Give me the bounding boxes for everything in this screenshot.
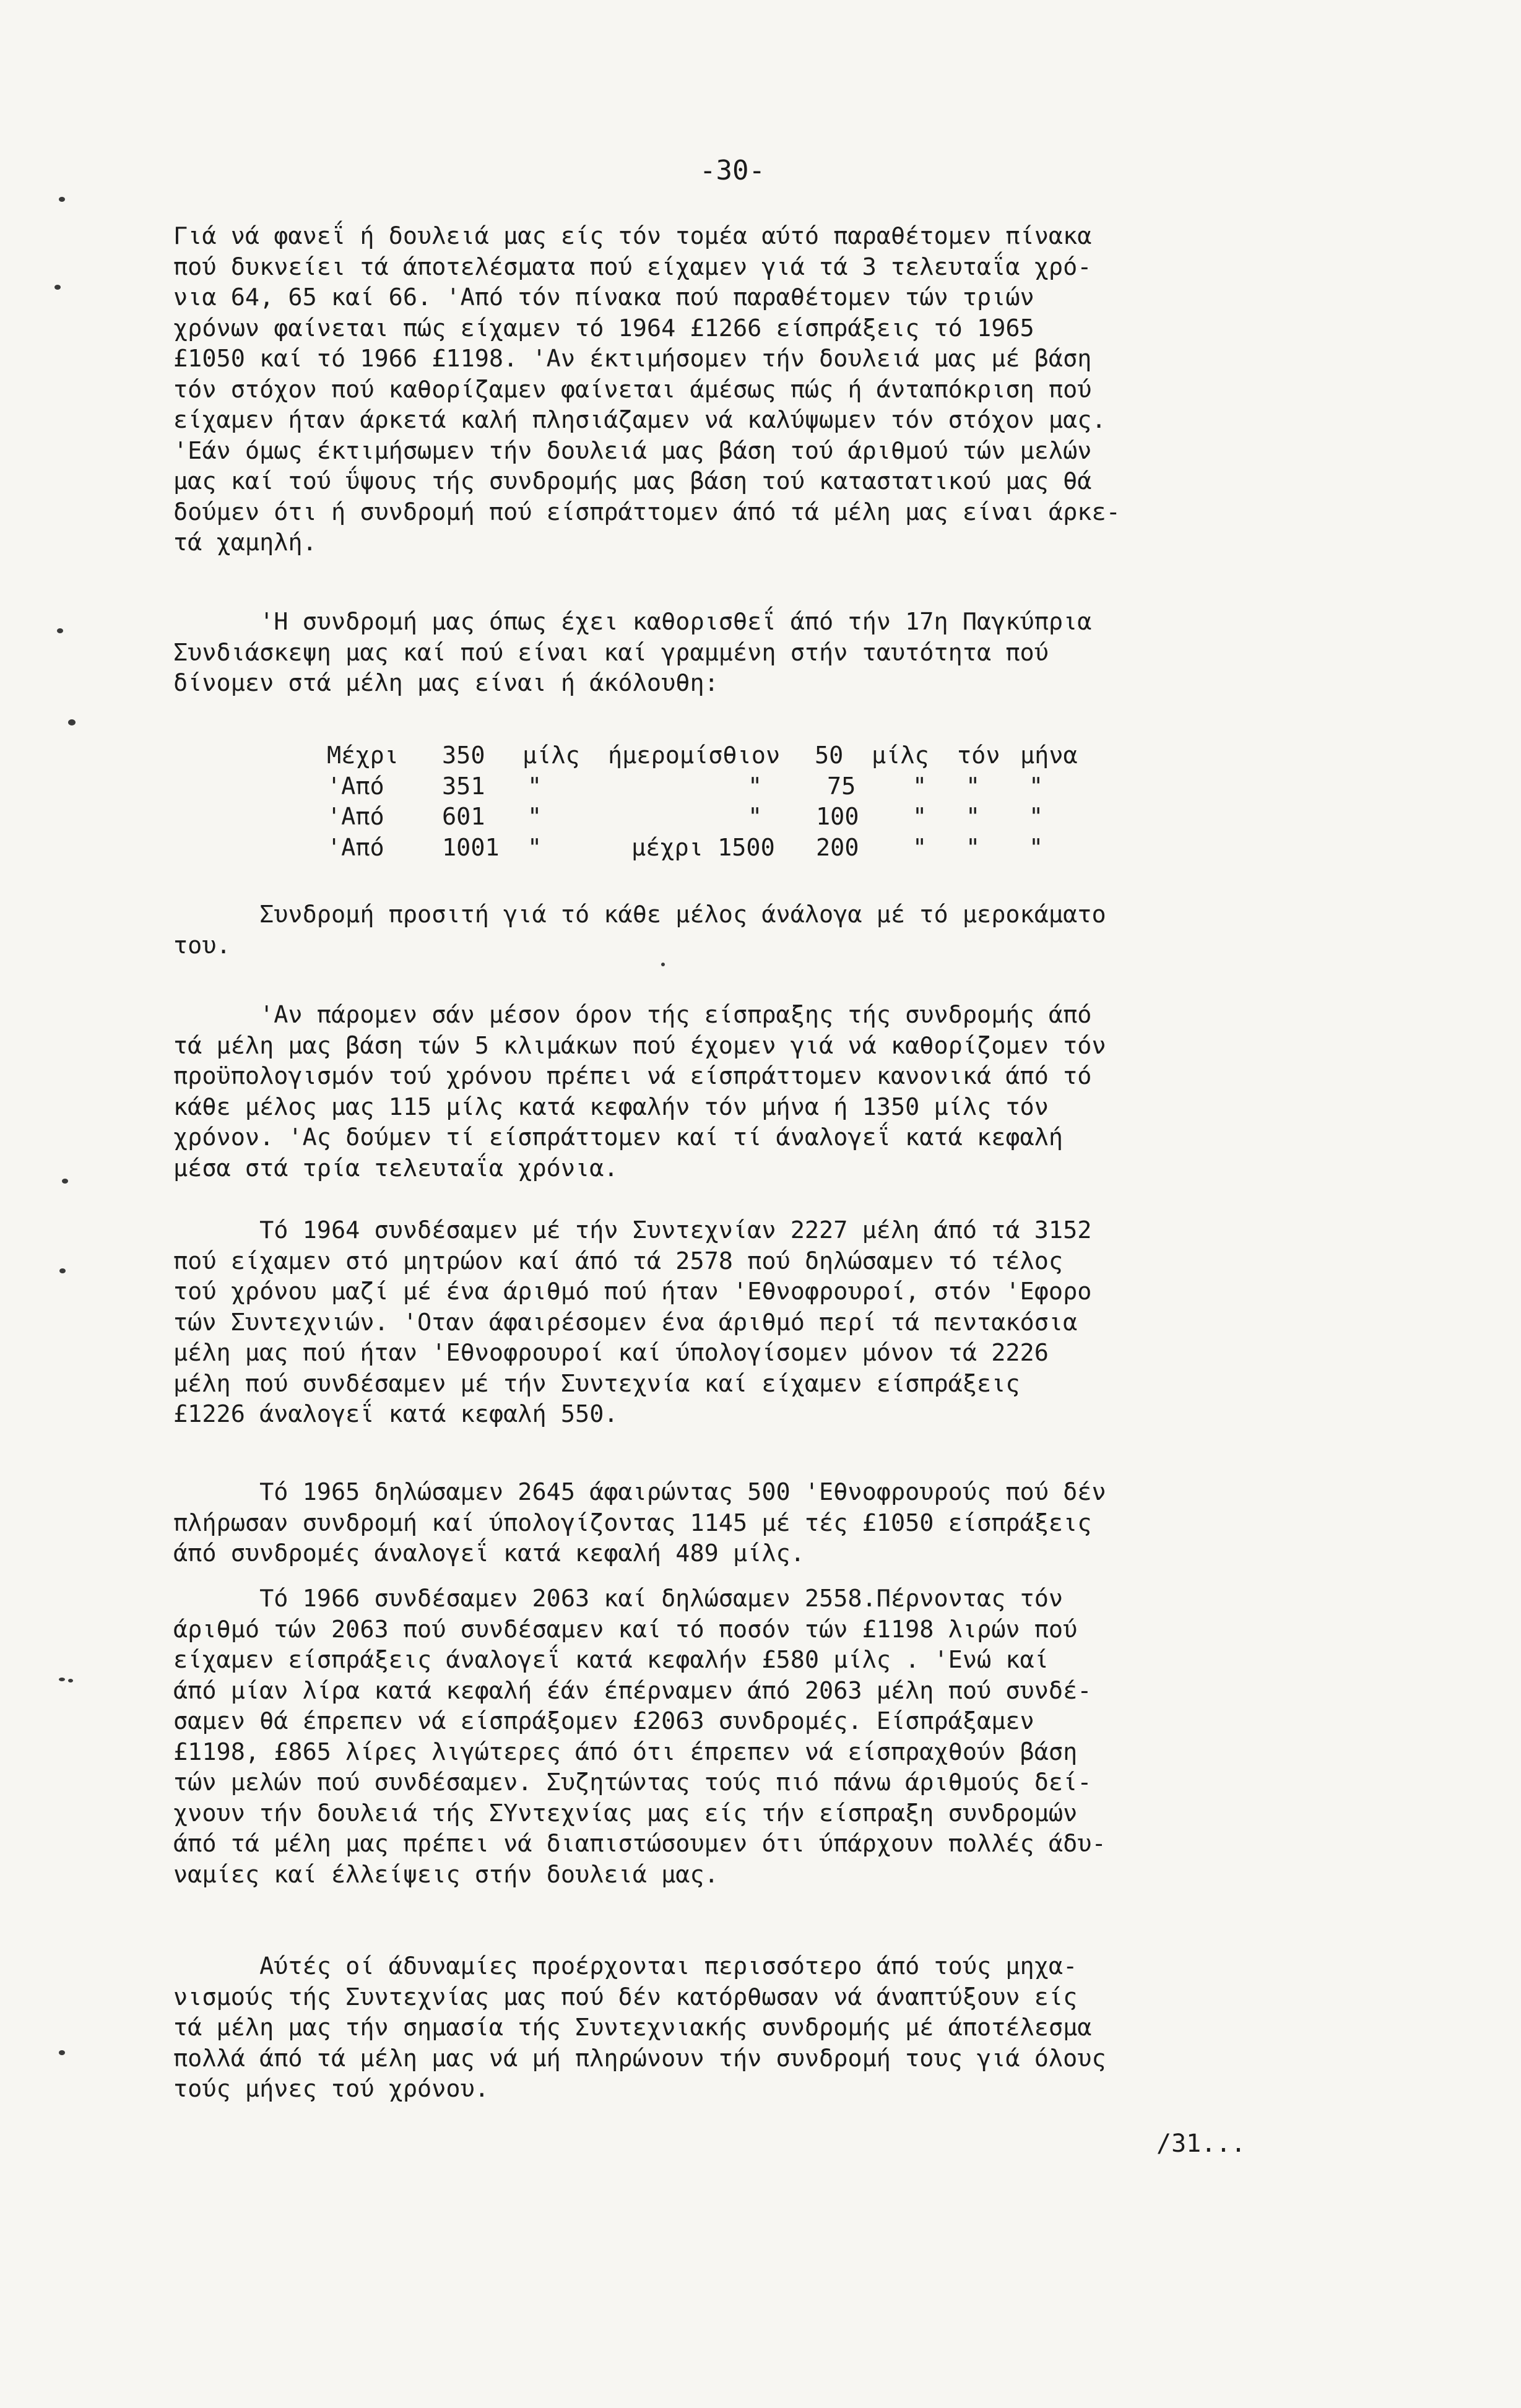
fee-row-unit2: " bbox=[912, 772, 927, 800]
fee-row-from: 'Από bbox=[327, 803, 384, 831]
fee-row-from: Μέχρι bbox=[327, 742, 399, 769]
fee-row-unit2: μίλς bbox=[872, 742, 929, 769]
fee-row-month: " bbox=[1029, 772, 1044, 800]
next-page-reference: /31... bbox=[1156, 2129, 1246, 2158]
fee-row-month: " bbox=[1029, 833, 1044, 862]
fee-row-unit2: " bbox=[912, 803, 927, 831]
scan-speck bbox=[68, 1679, 73, 1683]
fee-row-wage: " bbox=[748, 803, 763, 831]
fee-row-per: " bbox=[966, 833, 981, 862]
fee-table-row bbox=[327, 740, 1078, 771]
fee-row-fee: 200 bbox=[816, 833, 859, 862]
paragraph-year-1965: Τό 1965 δηλώσαμεν 2645 άφαιρώντας 500 'Εθνοφρουρούς πού δέν πλήρωσαν συνδρομή καί ύπολογίζοντας 1145 μέ τές £1050 είσπράξεις άπό συνδρομές άναλογεΐ κατά κεφαλή 489 μίλς. bbox=[173, 1478, 1106, 1567]
scan-speck bbox=[59, 1678, 65, 1681]
fee-row-wage: μέχρι 1500 bbox=[631, 833, 775, 862]
fee-row-per: " bbox=[966, 803, 981, 831]
fee-row-month: μήνα bbox=[1020, 742, 1078, 769]
fee-row-fee: 100 bbox=[816, 803, 859, 831]
fee-table-row bbox=[327, 802, 1044, 833]
fee-row-fee: 50 bbox=[815, 742, 844, 769]
fee-row-wage: ήμερομίσθιον bbox=[608, 742, 781, 769]
scan-speck bbox=[54, 285, 61, 290]
scan-speck bbox=[62, 1179, 68, 1184]
fee-row-unit: " bbox=[527, 772, 542, 800]
paragraph-year-1964: Τό 1964 συνδέσαμεν μέ τήν Συντεχνίαν 2227 μέλη άπό τά 3152 πού είχαμεν στό μητρώον καί άπό τά 2578 πού δηλώσαμεν τό τέλος τού χρόνου μαζί μέ ένα άριθμό πού ήταν 'Εθνοφρουροί, στόν 'Εφορο τών Συντεχνιών. 'Οταν άφαιρέσομεν ένα άριθμό περί τά πεντακόσια μέλη μας πού ήταν 'Εθνοφρουροί καί ύπολογίσομεν μόνον τά 2226 μέλη πού συνδέσαμεν μέ τήν Συντεχνία καί είχαμεν είσπράξεις £1226 άναλογεΐ κατά κεφαλή 550. bbox=[173, 1216, 1092, 1428]
fee-row-amount: 351 bbox=[442, 772, 485, 800]
page-number: -30- bbox=[700, 155, 765, 186]
fee-row-from: 'Από bbox=[327, 772, 384, 800]
fee-row-month: " bbox=[1029, 803, 1044, 831]
paragraph-weaknesses: Αύτές οί άδυναμίες προέρχονται περισσότερο άπό τούς μηχα- νισμούς τής Συντεχνίας μας πού δέν κατόρθωσαν νά άναπτύξουν είς τά μέλη μας τήν σημασία τής Συντεχνιακής συνδρομής μέ άποτέλεσμα πολλά άπό τά μέλη μας νά μή πληρώνουν τήν συνδρομή τους γιά όλους τούς μήνες τού χρόνου. bbox=[173, 1952, 1106, 2103]
fee-row-unit2: " bbox=[912, 833, 927, 862]
scan-speck bbox=[59, 2050, 65, 2055]
paragraph-average-collection: 'Αν πάρομεν σάν μέσον όρον τής είσπραξης τής συνδρομής άπό τά μέλη μας βάση τών 5 κλιμάκων πού έχομεν γιά νά καθορίζομεν τόν προϋπολογισμόν τού χρόνου πρέπει νά είσπράττομεν κανονικά άπό τό κάθε μέλος μας 115 μίλς κατά κεφαλήν τόν μήνα ή 1350 μίλς τόν χρόνον. 'Ας δούμεν τί είσπράττομεν καί τί άναλογεΐ κατά κεφαλή μέσα στά τρία τελευταΐα χρόνια. bbox=[173, 1001, 1106, 1182]
scan-speck bbox=[661, 963, 665, 966]
fee-row-amount: 601 bbox=[442, 803, 485, 831]
paragraph-year-1966: Τό 1966 συνδέσαμεν 2063 καί δηλώσαμεν 2558.Πέρνοντας τόν άριθμό τών 2063 πού συνδέσαμεν καί τό ποσόν τών £1198 λιρών πού είχαμεν είσπράξεις άναλογεΐ κατά κεφαλήν £580 μίλς . 'Ενώ καί άπό μίαν λίρα κατά κεφαλή έάν έπέρναμεν άπό 2063 μέλη πού συνδέ- σαμεν θά έπρεπεν νά είσπράξομεν £2063 συνδρομές. Είσπράξαμεν £1198, £865 λίρες λιγώτερες άπό ότι έπρεπεν νά είσπραχθούν βάση τών μελών πού συνδέσαμεν. Συζητώντας τούς πιό πάνω άριθμούς δεί- χνουν τήν δουλειά τής ΣΥντεχνίας μας είς τήν είσπραξη συνδρομών άπό τά μέλη μας πρέπει νά διαπιστώσουμεν ότι ύπάρχουν πολλές άδυ- ναμίες καί έλλείψεις στήν δουλειά μας. bbox=[173, 1585, 1106, 1889]
fee-table-row bbox=[327, 771, 1044, 802]
fee-row-from: 'Από bbox=[327, 833, 384, 862]
paragraph-income-overview: Γιά νά φανεΐ ή δουλειά μας είς τόν τομέα αύτό παραθέτομεν πίνακα πού δυκνείει τά άποτελέσματα πού είχαμεν γιά τά 3 τελευταΐα χρό- νια 64, 65 καί 66. 'Από τόν πίνακα πού παραθέτομεν τών τριών χρόνων φαίνεται πώς είχαμεν τό 1964 £1266 είσπράξεις τό 1965 £1050 καί τό 1966 £1198. 'Αν έκτιμήσομεν τήν δουλειά μας μέ βάση τόν στόχον πού καθορίζαμεν φαίνεται άμέσως πώς ή άνταπόκριση πού είχαμεν ήταν άρκετά καλή πλησιάζαμεν νά καλύψωμεν τόν στόχον μας. 'Εάν όμως έκτιμήσωμεν τήν δουλειά μας βάση τού άριθμού τών μελών μας καί τού ΰψους τής συνδρομής μας βάση τού καταστατικού μας θά δούμεν ότι ή συνδρομή πού είσπράττομεν άπό τά μέλη μας είναι άρκε- τά χαμηλή. bbox=[173, 222, 1120, 557]
fee-row-amount: 350 bbox=[442, 742, 485, 769]
fee-row-unit: μίλς bbox=[522, 742, 580, 769]
scan-speck bbox=[57, 628, 63, 633]
scan-speck bbox=[59, 1268, 66, 1273]
subscription-fee-table bbox=[327, 740, 1078, 863]
fee-row-unit: " bbox=[527, 803, 542, 831]
paragraph-subscription-intro: 'Η συνδρομή μας όπως έχει καθορισθεΐ άπό τήν 17η Παγκύπρια Συνδιάσκεψη μας καί πού είναι καί γραμμένη στήν ταυτότητα πού δίνομεν στά μέλη μας είναι ή άκόλουθη: bbox=[173, 608, 1092, 697]
fee-row-fee: 75 bbox=[827, 772, 856, 800]
fee-row-per: " bbox=[966, 772, 981, 800]
fee-row-amount: 1001 bbox=[442, 833, 500, 862]
scan-speck bbox=[68, 719, 76, 725]
scan-speck bbox=[59, 197, 65, 202]
paragraph-affordable-fee: Συνδρομή προσιτή γιά τό κάθε μέλος άνάλογα μέ τό μεροκάματο του. bbox=[173, 901, 1106, 959]
fee-table-row bbox=[327, 833, 1044, 864]
fee-row-unit: " bbox=[527, 833, 542, 862]
fee-row-wage: " bbox=[748, 772, 763, 800]
fee-row-per: τόν bbox=[957, 742, 1000, 769]
